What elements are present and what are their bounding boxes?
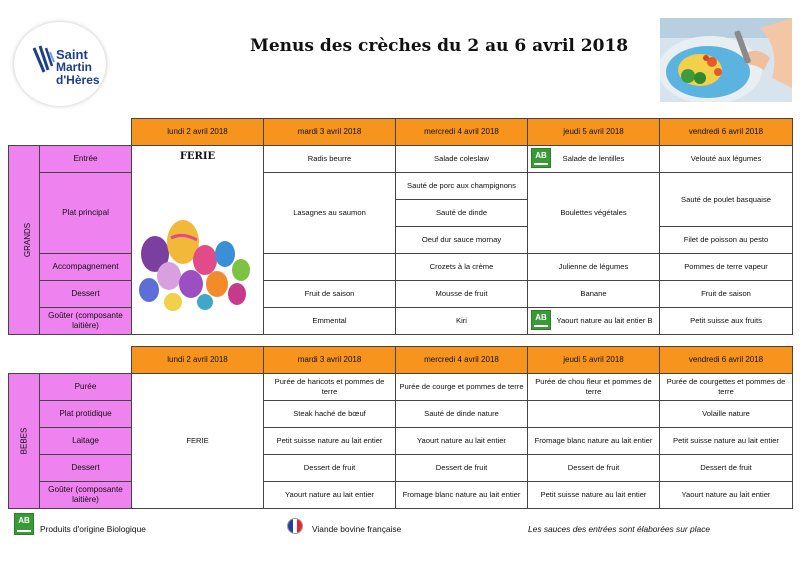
grands-entree-mercredi: Salade coleslaw xyxy=(396,146,528,173)
grands-gouter-vendredi: Petit suisse aux fruits xyxy=(660,308,793,335)
grands-plat-mercredi-2: Sauté de dinde xyxy=(396,200,528,227)
grands-gouter-jeudi: Yaourt nature au lait entier B xyxy=(556,316,653,325)
grands-accomp-jeudi: Julienne de légumes xyxy=(528,254,660,281)
logo-line3: d'Hères xyxy=(56,73,100,87)
grands-plat-mercredi-1: Sauté de porc aux champignons xyxy=(396,173,528,200)
bebes-laitage-mardi: Petit suisse nature au lait entier xyxy=(264,428,396,455)
bebes-gouter-jeudi: Petit suisse nature au lait entier xyxy=(528,482,660,509)
saint-martin-dheres-logo xyxy=(14,22,106,106)
logo-line2: Martin xyxy=(56,60,92,74)
grands-day-mardi: mardi 3 avril 2018 xyxy=(264,119,396,146)
bebes-dessert-vendredi: Dessert de fruit xyxy=(660,455,793,482)
bebes-cat-puree: Purée xyxy=(40,374,132,401)
bebes-puree-mercredi: Purée de courge et pommes de terre xyxy=(396,374,528,401)
bebes-day-mardi: mardi 3 avril 2018 xyxy=(264,347,396,374)
bebes-section-label: BEBES xyxy=(9,374,40,509)
bebes-cat-dessert: Dessert xyxy=(40,455,132,482)
grands-entree-jeudi: Salade de lentilles xyxy=(562,154,625,163)
bebes-menu-table xyxy=(8,346,793,509)
bebes-cat-gouter: Goûter (composante laitière) xyxy=(40,482,132,509)
grands-cat-accomp: Accompagnement xyxy=(40,254,132,281)
grands-menu-table xyxy=(8,118,793,335)
bebes-dessert-mardi: Dessert de fruit xyxy=(264,455,396,482)
logo-line1: Saint xyxy=(56,47,88,62)
bebes-dessert-jeudi: Dessert de fruit xyxy=(528,455,660,482)
grands-gouter-jeudi-cell xyxy=(528,308,660,335)
bebes-ferie-label: FERIE xyxy=(132,374,264,509)
grands-plat-jeudi: Boulettes végétales xyxy=(528,173,660,254)
child-meal-photo xyxy=(660,18,792,102)
grands-entree-vendredi: Velouté aux légumes xyxy=(660,146,793,173)
legend-footer xyxy=(0,513,800,543)
bebes-day-vendredi: vendredi 6 avril 2018 xyxy=(660,347,793,374)
bebes-puree-jeudi: Purée de chou fleur et pommes de terre xyxy=(528,374,660,401)
bebes-cat-proteine: Plat protidique xyxy=(40,401,132,428)
grands-plat-vendredi-1: Sauté de poulet basquaise xyxy=(660,173,793,227)
ab-bio-icon: AB xyxy=(531,310,551,330)
beef-legend-label: Viande bovine française xyxy=(312,524,402,534)
bebes-laitage-jeudi: Fromage blanc nature au lait entier xyxy=(528,428,660,455)
grands-accomp-mardi xyxy=(264,254,396,281)
bebes-gouter-mercredi: Fromage blanc nature au lait entier xyxy=(396,482,528,509)
grands-cat-gouter: Goûter (composante laitière) xyxy=(40,308,132,335)
ab-bio-icon: AB xyxy=(531,148,551,168)
grands-cat-plat: Plat principal xyxy=(40,173,132,254)
bebes-puree-vendredi: Purée de courgettes et pommes de terre xyxy=(660,374,793,401)
grands-gouter-mardi: Emmental xyxy=(264,308,396,335)
bebes-proteine-vendredi: Volaille nature xyxy=(660,401,793,428)
grands-day-jeudi: jeudi 5 avril 2018 xyxy=(528,119,660,146)
grands-dessert-mardi: Fruit de saison xyxy=(264,281,396,308)
grands-dessert-vendredi: Fruit de saison xyxy=(660,281,793,308)
grands-gouter-mercredi: Kiri xyxy=(396,308,528,335)
bebes-gouter-vendredi: Yaourt nature au lait entier xyxy=(660,482,793,509)
bio-legend-label: Produits d'origine Biologique xyxy=(40,524,146,534)
grands-entree-jeudi-cell xyxy=(528,146,660,173)
french-flag-icon xyxy=(287,518,303,534)
sauce-note: Les sauces des entrées sont élaborées sur place xyxy=(528,524,711,534)
grands-entree-mardi: Radis beurre xyxy=(264,146,396,173)
grands-day-lundi: lundi 2 avril 2018 xyxy=(132,119,264,146)
bebes-laitage-vendredi: Petit suisse nature au lait entier xyxy=(660,428,793,455)
grands-day-mercredi: mercredi 4 avril 2018 xyxy=(396,119,528,146)
grands-section-label: GRANDS xyxy=(9,146,40,335)
grands-accomp-mercredi: Crozets à la crème xyxy=(396,254,528,281)
bebes-day-jeudi: jeudi 5 avril 2018 xyxy=(528,347,660,374)
bebes-gouter-mardi: Yaourt nature au lait entier xyxy=(264,482,396,509)
bebes-proteine-mercredi: Sauté de dinde nature xyxy=(396,401,528,428)
grands-ferie-label: FERIE xyxy=(179,151,216,162)
grands-cat-dessert: Dessert xyxy=(40,281,132,308)
page-title: Menus des crèches du 2 au 6 avril 2018 xyxy=(250,36,629,56)
bebes-dessert-mercredi: Dessert de fruit xyxy=(396,455,528,482)
bebes-puree-mardi: Purée de haricots et pommes de terre xyxy=(264,374,396,401)
grands-accomp-vendredi: Pommes de terre vapeur xyxy=(660,254,793,281)
grands-day-vendredi: vendredi 6 avril 2018 xyxy=(660,119,793,146)
bebes-day-lundi: lundi 2 avril 2018 xyxy=(132,347,264,374)
grands-plat-mercredi-3: Oeuf dur sauce mornay xyxy=(396,227,528,254)
bebes-proteine-jeudi xyxy=(528,401,660,428)
grands-cat-entree: Entrée xyxy=(40,146,132,173)
bebes-day-mercredi: mercredi 4 avril 2018 xyxy=(396,347,528,374)
grands-dessert-jeudi: Banane xyxy=(528,281,660,308)
grands-plat-vendredi-2: Filet de poisson au pesto xyxy=(660,227,793,254)
bebes-proteine-mardi: Steak haché de bœuf xyxy=(264,401,396,428)
bebes-laitage-mercredi: Yaourt nature au lait entier xyxy=(396,428,528,455)
ab-bio-icon: AB xyxy=(14,513,34,535)
grands-ferie-cell xyxy=(132,146,264,335)
grands-dessert-mercredi: Mousse de fruit xyxy=(396,281,528,308)
grands-plat-mardi: Lasagnes au saumon xyxy=(264,173,396,254)
bebes-cat-laitage: Laitage xyxy=(40,428,132,455)
easter-eggs-illustration xyxy=(133,202,263,312)
